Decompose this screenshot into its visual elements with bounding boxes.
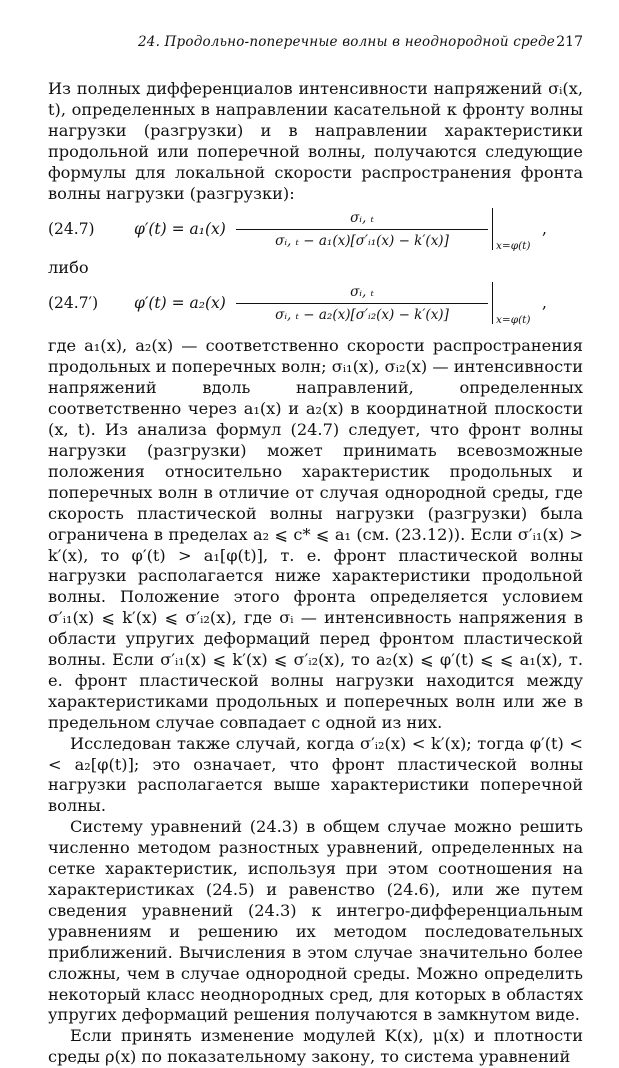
equation-number: (24.7): [48, 220, 95, 239]
fraction-denominator: σᵢ, ₜ − a₁(x)[σ′ᵢ₁(x) − k′(x)]: [275, 233, 449, 250]
evaluation-bar: [492, 282, 493, 324]
running-title: 24. Продольно-поперечные волны в неоднородной среде: [138, 34, 555, 50]
formula-trailing-punct: ,: [542, 294, 547, 313]
formula-fraction: [236, 284, 488, 324]
paragraph-3: Систему уравнений (24.3) в общем случае можно решить численно методом разностных уравнений, определенных на сетке характеристик, используя при этом соотношения на характеристиках (24.5) и равенство (24.6), или же путем сведения уравнений (24.3) к интегро-дифференциальным уравнениям и решению их методом последовательных приближений. Вычисления в этом случае значительно более сложны, чем в случае однородной среды. Можно определить некоторый класс неоднородных сред, для которых в областях упругих деформаций решения получаются в замкнутом виде.: [48, 817, 583, 1025]
formula-24-7: [48, 210, 583, 256]
formula-lhs: φ′(t) = a₁(x): [134, 220, 226, 239]
equation-number: (24.7′): [48, 294, 99, 313]
evaluation-point: x=φ(t): [496, 240, 531, 253]
page-header: [48, 34, 583, 58]
evaluation-point: x=φ(t): [496, 314, 531, 327]
formula-lhs: φ′(t) = a₂(x): [134, 294, 226, 313]
paragraph-4: Если принять изменение модулей K(x), μ(x) и плотности среды ρ(x) по показательному закону, то система уравнений: [48, 1026, 583, 1067]
connective-text: либо: [48, 258, 89, 278]
page-number: 217: [556, 34, 583, 50]
book-page: [48, 34, 583, 1067]
paragraph-main: где a₁(x), a₂(x) — соответственно скорости распространения продольных и поперечных волн; σᵢ₁(x), σᵢ₂(x) — интенсивности напряжений вдоль направлений, определенных соответственно через a₁(x) и a₂(x) в координатной плоскости (x, t). Из анализа формул (24.7) следует, что фронт волны нагрузки (разгрузки) может принимать всевозможные положения относительно характеристик продольных и поперечных волн в отличие от случая однородной среды, где скорость пластической волны нагрузки (разгрузки) была ограничена в пределах a₂ ⩽ c* ⩽ a₁ (см. (23.12)). Если σ′ᵢ₁(x) > k′(x), то φ′(t) > a₁[φ(t)], т. е. фронт пластической волны нагрузки располагается ниже характеристики продольной волны. Положение этого фронта определяется условием σ′ᵢ₁(x) ⩽ k′(x) ⩽ σ′ᵢ₂(x), где σᵢ — интенсивность напряжения в области упругих деформаций перед фронтом пластической волны. Если σ′ᵢ₁(x) ⩽ k′(x) ⩽ σ′ᵢ₂(x), то a₂(x) ⩽ φ′(t) ⩽ ⩽ a₁(x), т. е. фронт пластической волны нагрузки находится между характеристиками продольных и поперечных волн или же в предельном случае совпадает с одной из них.: [48, 336, 583, 732]
formula-trailing-punct: ,: [542, 220, 547, 239]
formula-fraction: [236, 210, 488, 250]
fraction-numerator: σᵢ, ₜ: [236, 284, 488, 304]
evaluation-bar: [492, 208, 493, 250]
paragraph-intro: Из полных дифференциалов интенсивности напряжений σᵢ(x, t), определенных в направлении касательной к фронту волны нагрузки (разгрузки) и в направлении характеристики продольной или поперечной волны, получаются следующие формулы для локальной скорости распространения фронта волны нагрузки (разгрузки):: [48, 79, 583, 203]
paragraph-2: Исследован также случай, когда σ′ᵢ₂(x) < k′(x); тогда φ′(t) < < a₂[φ(t)]; это означает, что фронт пластической волны нагрузки располагается выше характеристики поперечной волны.: [48, 733, 583, 816]
formula-24-7-prime: [48, 284, 583, 330]
fraction-denominator: σᵢ, ₜ − a₂(x)[σ′ᵢ₂(x) − k′(x)]: [275, 307, 449, 324]
fraction-numerator: σᵢ, ₜ: [236, 210, 488, 230]
